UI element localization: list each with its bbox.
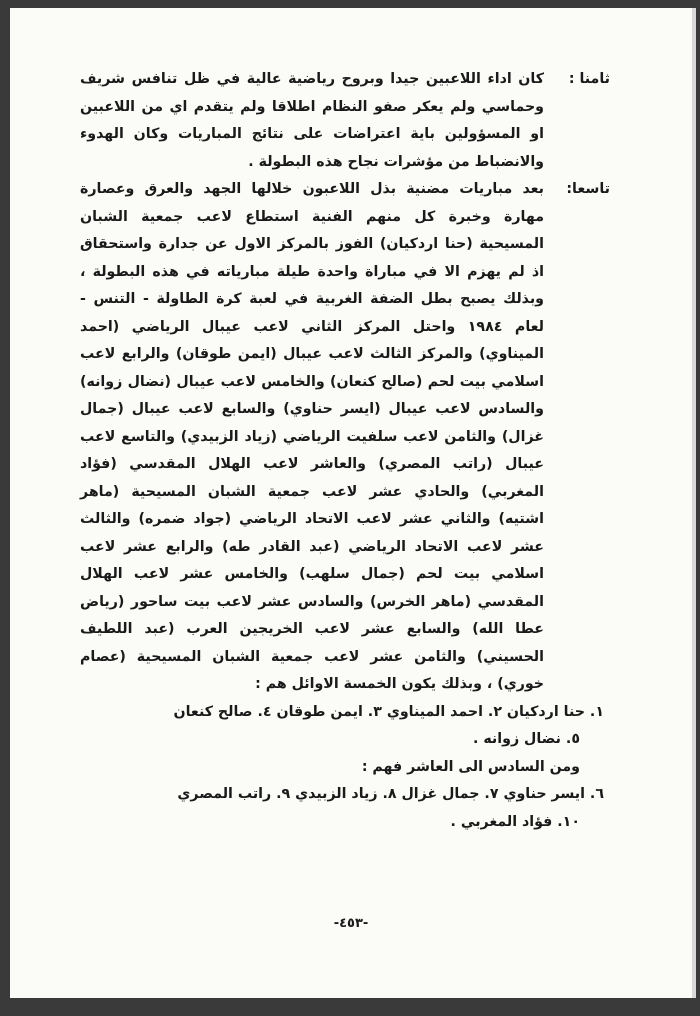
top-five-line-2: ٥. نضال زوانه . — [473, 731, 580, 747]
section-nine-label: تاسعا: — [566, 181, 610, 197]
section-eight-label: ثامنا : — [568, 71, 610, 87]
section-nine-text: بعد مباريات مضنية بذل اللاعبون خلالها الجهد والعرق وعصارة مهارة وخبرة كل منهم الفنية استطاع لاعب جمعية الشبان المسيحية (حنا اردكيان) الفوز بالمركز الاول عن جدارة واستحقاق اذ لم يهزم الا في مباراة واحدة طيلة مبارياته في هذه البطولة ، وبذلك يصبح بطل الضفة الغربية في لعبة كرة الطاولة - التنس - لعام ١٩٨٤ واحتل المركز الثاني لاعب عيبال الرياضي (احمد الميناوي) والمركز الثالث لاعب عيبال (ايمن طوقان) والرابع لاعب اسلامي بيت لحم (صالح كنعان) والخامس لاعب عيبال (نضال زوانه) والسادس لاعب عيبال (ايسر حناوي) والسابع لاعب عيبال (جمال غزال) والثامن لاعب سلفيت الرياضي (زياد الزبيدي) والتاسع لاعب عيبال (راتب المصري) والعاشر لاعب الهلال المقدسي (فؤاد المغربي) والحادي عشر لاعب جمعية الشبان المسيحية (ماهر اشتيه) والثاني عشر لاعب الاتحاد الرياضي (جواد ضمره) والثالث عشر لاعب الاتحاد الرياضي (عبد القادر طه) والرابع عشر لاعب اسلامي بيت لحم (جمال سلهب) والخامس عشر لاعب الهلال المقدسي (ماهر الخرس) والسادس عشر لاعب بيت ساحور (رياض عطا الله) والسابع عشر لاعب الخريجين العرب (عبد اللطيف الحسيني) والثامن عشر لاعب جمعية الشبان المسيحية (عصام خوري) ، وبذلك يكون الخمسة الاوائل هم : — [80, 181, 544, 692]
sixth-to-tenth-heading: ومن السادس الى العاشر فهم : — [361, 758, 580, 775]
section-eight — [80, 66, 610, 176]
document-page — [10, 8, 696, 998]
page-number: -٤٥٣- — [333, 916, 369, 931]
document-body — [80, 66, 610, 836]
section-nine — [80, 176, 610, 699]
sixth-to-tenth-line-2: ١٠. فؤاد المغربي . — [450, 813, 580, 830]
sixth-to-tenth-line-1: ٦. ايسر حناوي ٧. جمال غزال ٨. زياد الزبيدي ٩. راتب المصري — [177, 786, 604, 802]
section-eight-text: كان اداء اللاعبين جيدا وبروح رياضية عالية في ظل تنافس شريف وحماسي ولم يعكر صفو النظام اطلاقا ولم يتقدم اي من اللاعبين او المسؤولين باية اعتراضات على نتائج المباريات وكان الهدوء والانضباط من مؤشرات نجاح هذه البطولة . — [80, 71, 544, 170]
top-five-line-1: ١. حنا اردكيان ٢. احمد الميناوي ٣. ايمن طوقان ٤. صالح كنعان — [173, 703, 604, 720]
